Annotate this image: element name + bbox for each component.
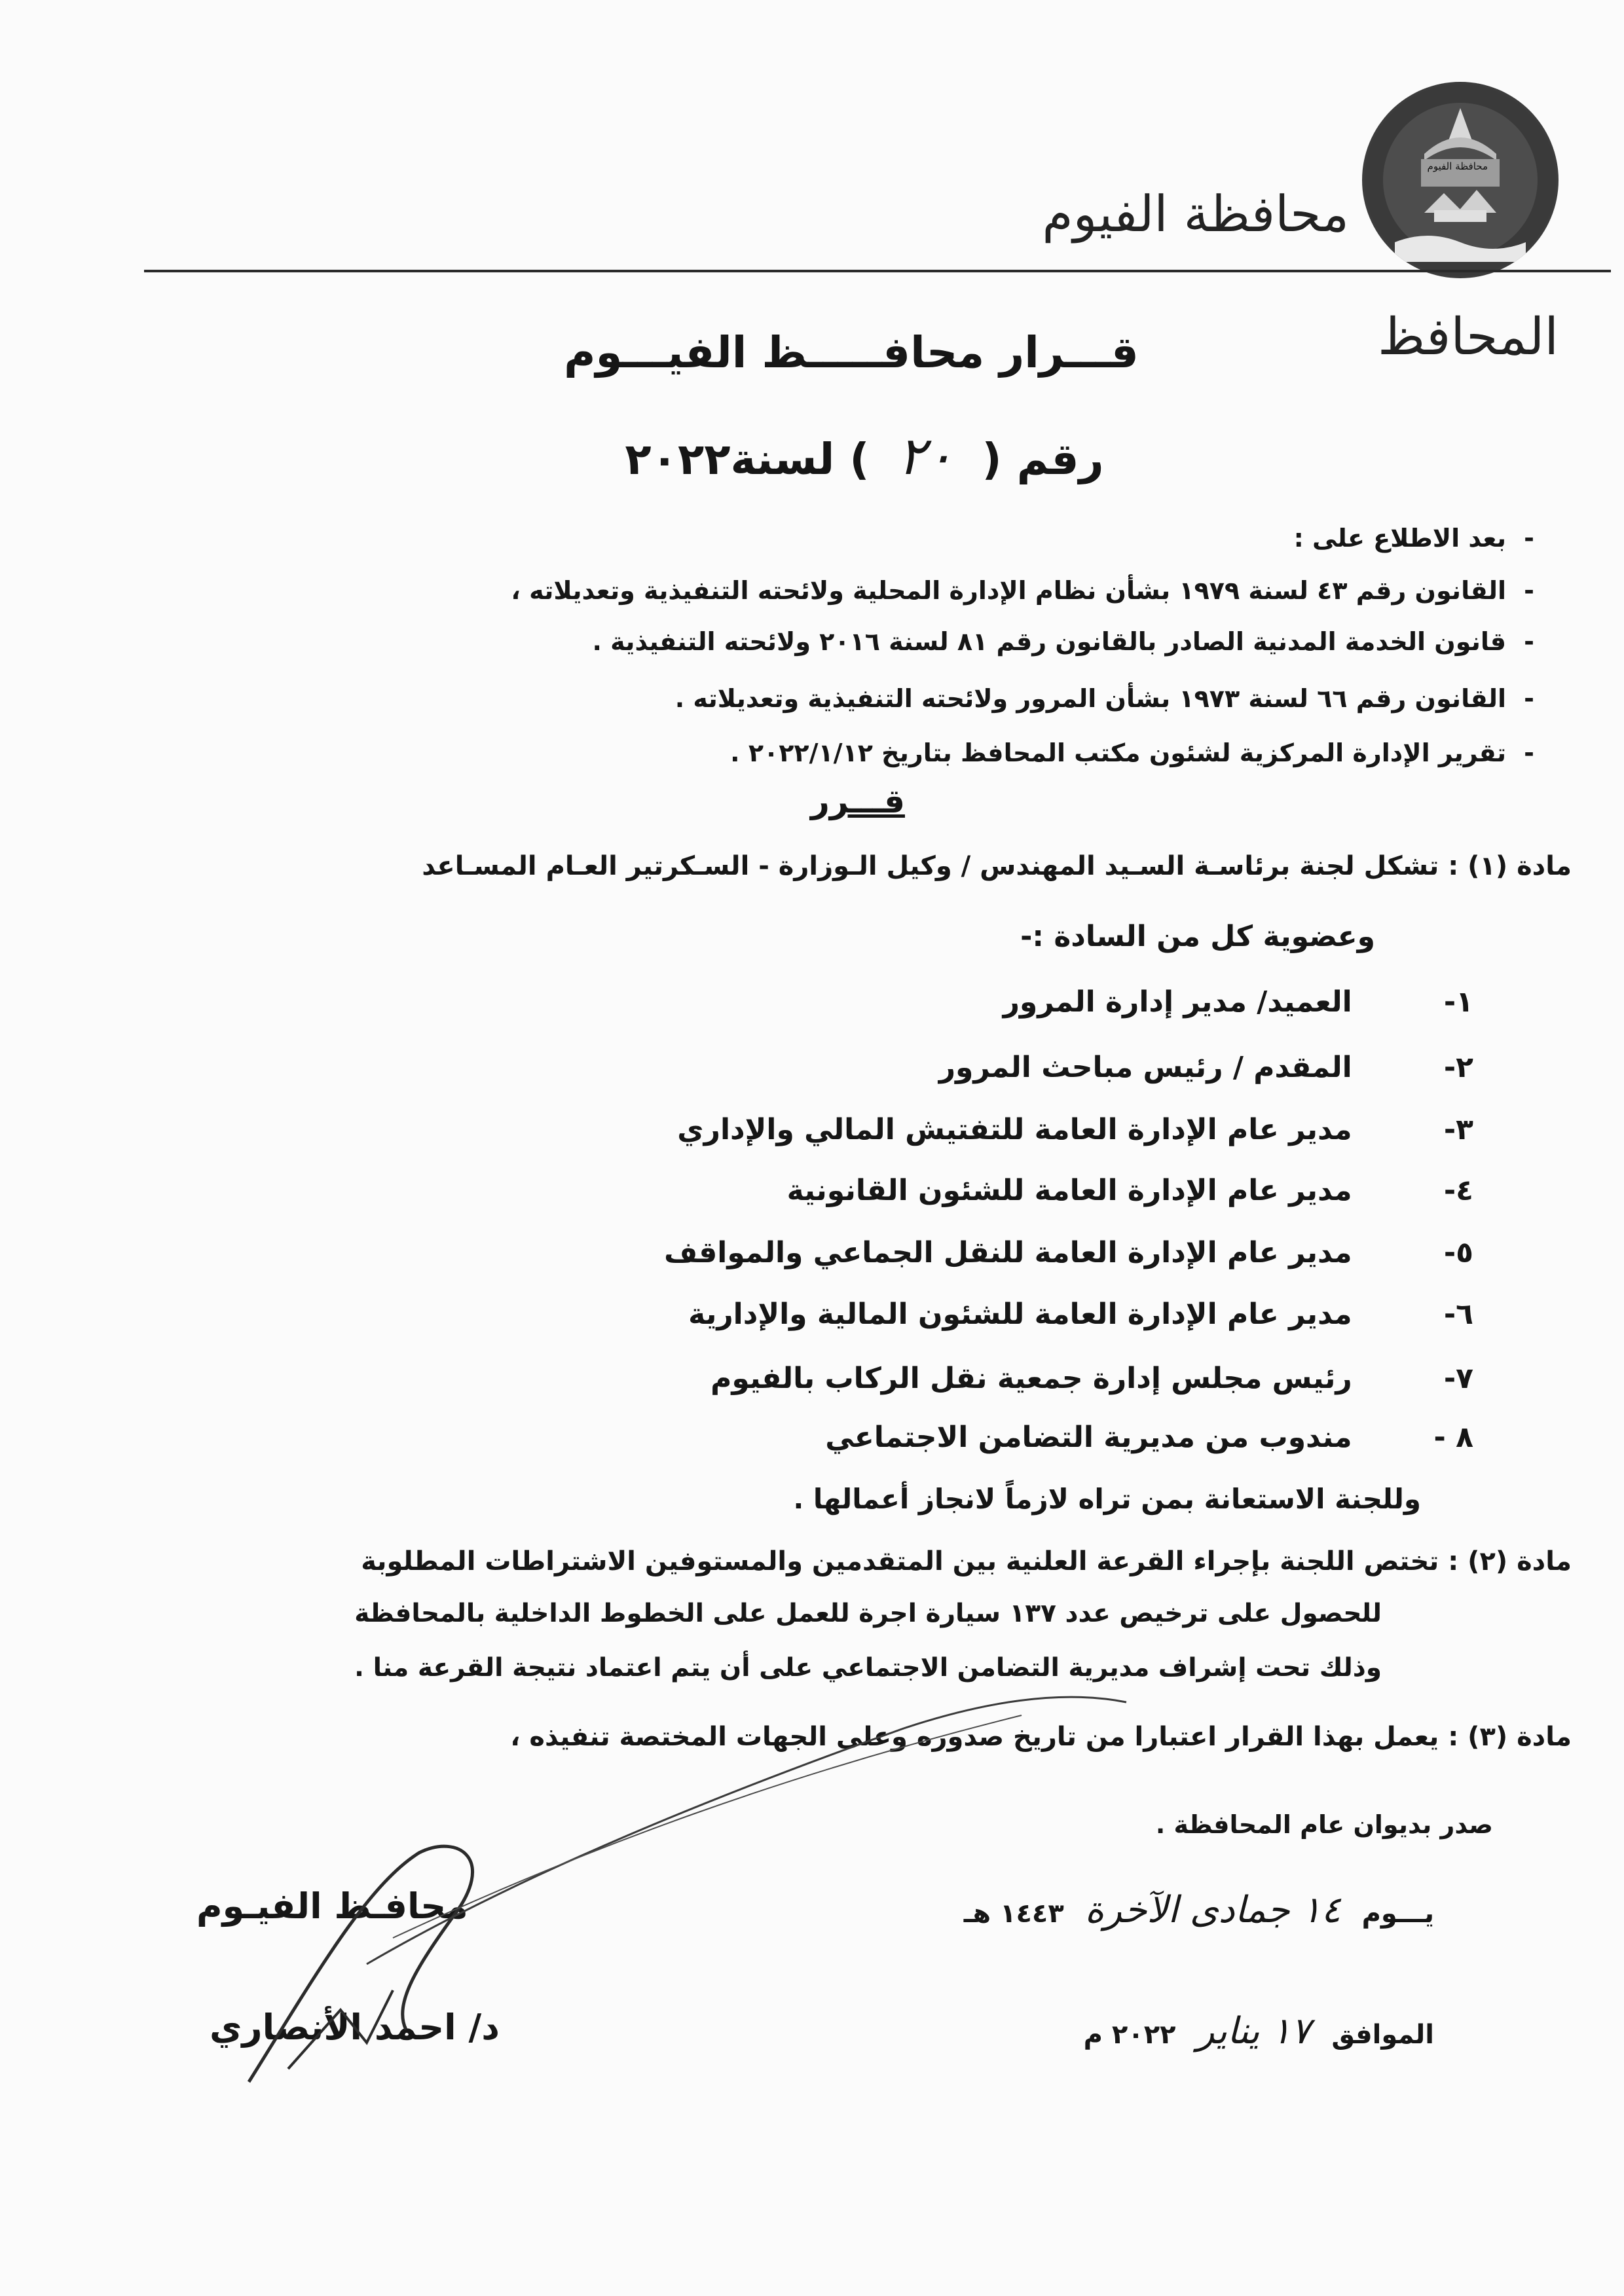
article-2-label: مادة (٢) : (1448, 1546, 1572, 1576)
article-1-label: مادة (١) : (1448, 851, 1572, 881)
hijri-date-suffix: ١٤٤٣ هـ (963, 1899, 1064, 1929)
header-divider (144, 270, 1611, 272)
preamble-item-text: القانون رقم ٦٦ لسنة ١٩٧٣ بشأن المرور ولائحته التنفيذية وتعديلاته . (674, 684, 1506, 713)
decree-title: قـــرار محافـــــظ الفيـــوم (564, 327, 1139, 378)
decree-number-prefix: رقم ( (982, 434, 1104, 484)
member-title: رئيس مجلس إدارة جمعية نقل الركاب بالفيوم (710, 1362, 1352, 1395)
member-number: ٦- (1443, 1298, 1473, 1331)
preamble-item-text: قانون الخدمة المدنية الصادر بالقانون رقم ٨١ لسنة ٢٠١٦ ولائحته التنفيذية . (592, 627, 1506, 656)
preamble-item: -قانون الخدمة المدنية الصادر بالقانون رقم ٨١ لسنة ٢٠١٦ ولائحته التنفيذية . (592, 627, 1534, 656)
preamble-item-text: القانون رقم ٤٣ لسنة ١٩٧٩ بشأن نظام الإدارة المحلية ولائحته التنفيذية وتعديلاته ، (511, 576, 1506, 605)
decree-number (576, 426, 1153, 486)
article-3 (510, 1722, 1572, 1752)
preamble-item: -تقرير الإدارة المركزية لشئون مكتب المحافظ بتاريخ ٢٠٢٢/١/١٢ . (730, 738, 1534, 767)
member-item (664, 1236, 1473, 1269)
preamble-intro-text: بعد الاطلاع على : (1293, 524, 1506, 553)
gregorian-date-prefix: الموافق (1331, 2020, 1434, 2050)
member-number: ٤- (1443, 1174, 1473, 1207)
article-2-line-3: وذلك تحت إشراف مديرية التضامن الاجتماعي على أن يتم اعتماد نتيجة القرعة منا . (354, 1653, 1382, 1683)
hijri-date-prefix: يـــوم (1361, 1899, 1434, 1929)
member-item (1003, 985, 1473, 1019)
member-title: مدير عام الإدارة العامة للشئون المالية والإدارية (688, 1298, 1352, 1331)
membership-intro: وعضوية كل من السادة :- (1020, 920, 1375, 953)
office-label: المحافظ (1378, 308, 1559, 367)
article-1-closing: وللجنة الاستعانة بمن تراه لازماً لانجاز أعمالها . (793, 1483, 1421, 1515)
member-number: ٥- (1443, 1236, 1473, 1269)
hijri-date-handwritten: ١٤ جمادى الآخرة (1084, 1889, 1341, 1931)
signatory-title: محافـظ الفيـوم (196, 1886, 468, 1927)
governorate-seal-icon (1362, 82, 1559, 278)
member-number: ٨ - (1433, 1421, 1473, 1454)
article-1-text: تشكل لجنة برئاسـة السـيد المهندس / وكيل الـوزارة - السـكرتير العـام المسـاعد (422, 851, 1439, 881)
member-title: مدير عام الإدارة العامة للشئون القانونية (786, 1174, 1352, 1207)
member-item (825, 1421, 1473, 1454)
member-item (939, 1051, 1473, 1084)
gregorian-date-handwritten: ١٧ يناير (1196, 2010, 1311, 2052)
article-2-line-1: تختص اللجنة بإجراء القرعة العلنية بين المتقدمين والمستوفين الاشتراطات المطلوبة (361, 1546, 1439, 1576)
member-title: مدير عام الإدارة العامة للتفتيش المالي والإداري (677, 1113, 1352, 1146)
preamble-item-text: تقرير الإدارة المركزية لشئون مكتب المحافظ بتاريخ ٢٠٢٢/١/١٢ . (730, 738, 1506, 767)
article-2 (361, 1546, 1572, 1576)
member-number: ٢- (1443, 1051, 1473, 1084)
preamble-intro: -بعد الاطلاع على : (1293, 524, 1534, 553)
member-number: ٧- (1443, 1362, 1473, 1395)
member-item (710, 1362, 1473, 1395)
member-title: مدير عام الإدارة العامة للنقل الجماعي والمواقف (664, 1236, 1352, 1269)
gregorian-date-suffix: ٢٠٢٢ م (1083, 2020, 1176, 2050)
member-number: ١- (1443, 985, 1473, 1019)
member-number: ٣- (1443, 1113, 1473, 1146)
hijri-date (964, 1889, 1434, 1931)
article-1 (422, 851, 1572, 881)
decree-number-suffix: ) لسنة٢٠٢٢ (625, 434, 870, 484)
article-3-text: يعمل بهذا القرار اعتبارا من تاريخ صدوره وعلى الجهات المختصة تنفيذه ، (510, 1722, 1439, 1752)
member-item (688, 1298, 1473, 1331)
decree-number-value: ٢٠ (897, 426, 954, 486)
member-item (677, 1113, 1473, 1146)
governorate-name: محافظة الفيوم (1042, 185, 1349, 243)
member-title: مندوب من مديرية التضامن الاجتماعي (825, 1421, 1352, 1454)
article-3-label: مادة (٣) : (1448, 1722, 1572, 1752)
member-item (787, 1174, 1473, 1207)
seal-caption: محافظة الفيوم (1427, 160, 1488, 172)
signatory-name: د/ احمد الأنصاري (210, 2007, 500, 2048)
gregorian-date (1084, 2010, 1434, 2052)
preamble-item: -القانون رقم ٤٣ لسنة ١٩٧٩ بشأن نظام الإدارة المحلية ولائحته التنفيذية وتعديلاته ، (511, 576, 1534, 605)
issued-statement: صدر بديوان عام المحافظة . (1155, 1810, 1493, 1839)
preamble-item: -القانون رقم ٦٦ لسنة ١٩٧٣ بشأن المرور ولائحته التنفيذية وتعديلاته . (674, 684, 1534, 713)
member-title: المقدم / رئيس مباحث المرور (938, 1051, 1352, 1084)
decision-heading: قـــرر (811, 782, 905, 820)
article-2-line-2: للحصول على ترخيص عدد ١٣٧ سيارة اجرة للعمل على الخطوط الداخلية بالمحافظة (354, 1599, 1382, 1628)
member-title: العميد/ مدير إدارة المرور (1003, 985, 1352, 1019)
